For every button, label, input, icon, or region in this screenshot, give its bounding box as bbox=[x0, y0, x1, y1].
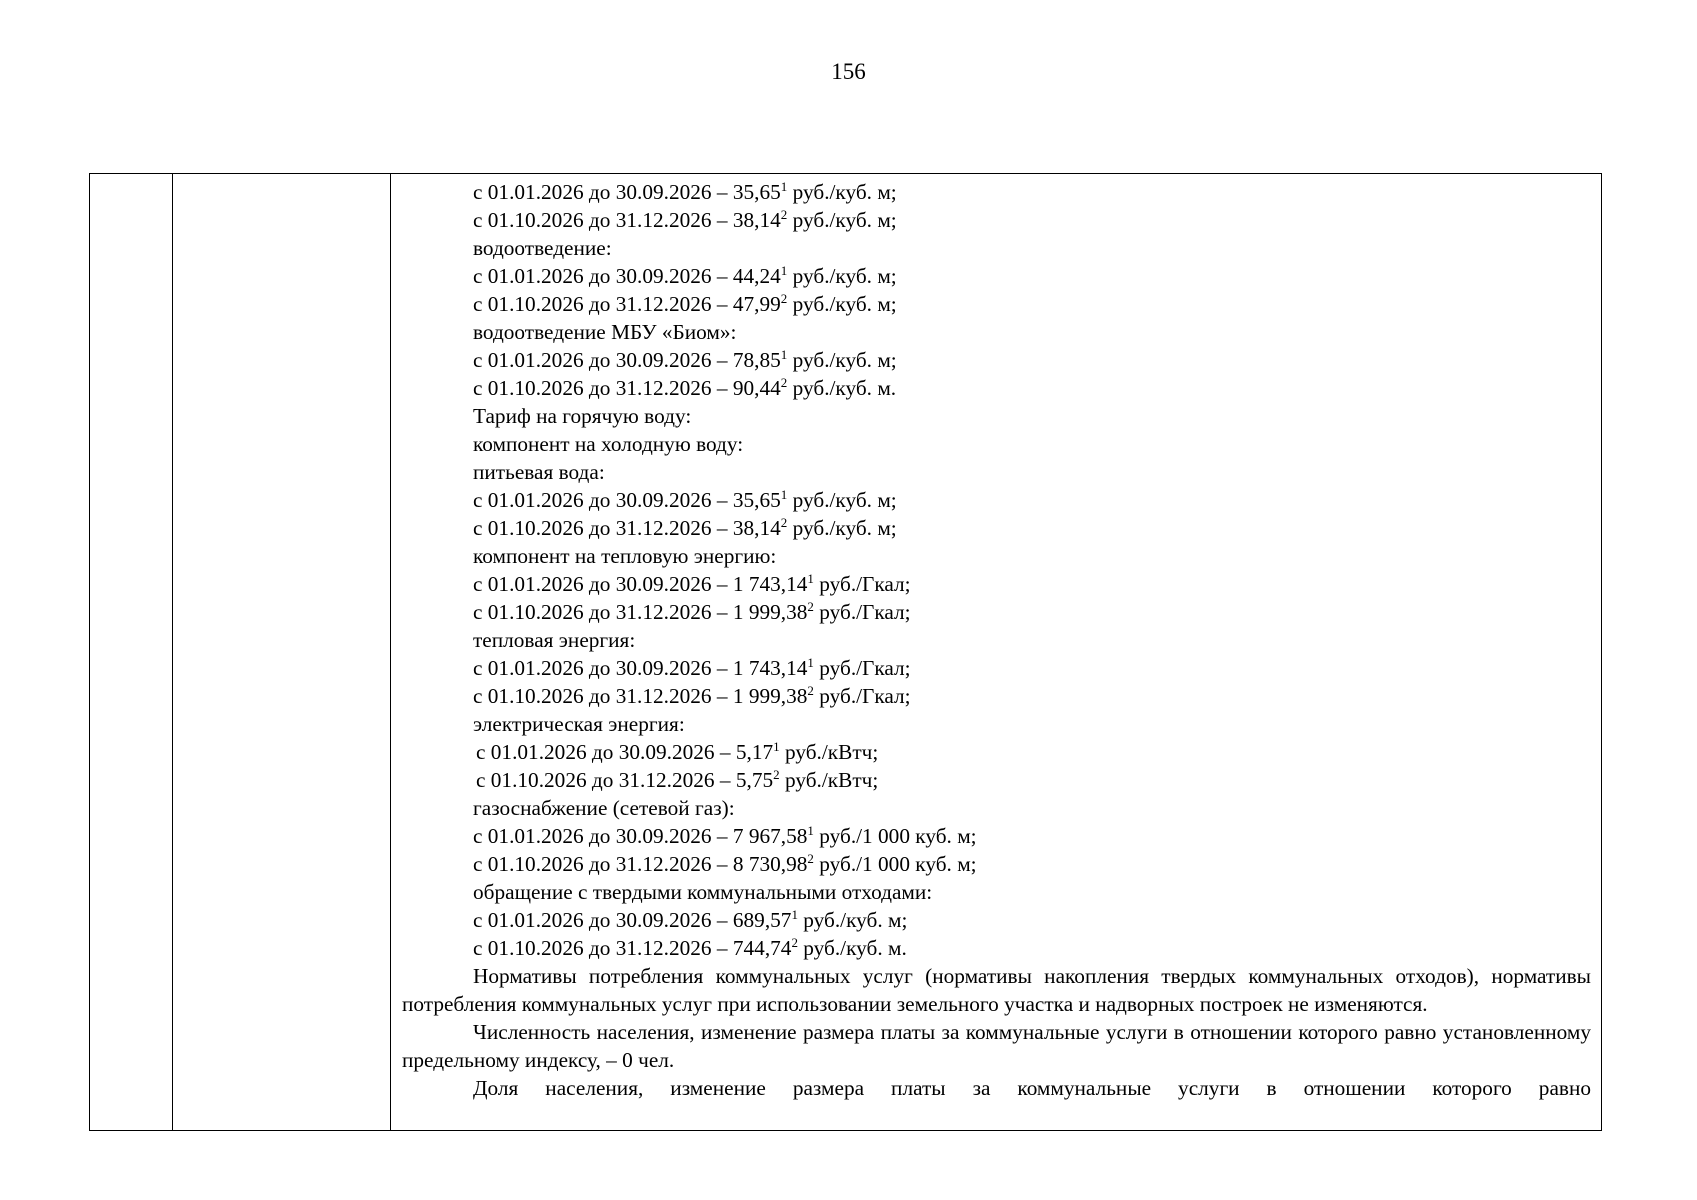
tariff-unit: руб./кВтч; bbox=[779, 768, 879, 792]
tariff-text: с 01.01.2026 до 30.09.2026 – 44,24 bbox=[473, 264, 781, 288]
footnote-marker: 2 bbox=[791, 935, 798, 950]
tariff-line bbox=[402, 682, 1591, 710]
footnote-marker: 2 bbox=[780, 515, 788, 530]
tariff-line bbox=[402, 654, 1591, 682]
tariff-unit: руб./куб. м; bbox=[787, 348, 897, 372]
tariff-text: с 01.01.2026 до 30.09.2026 – 1 743,14 bbox=[473, 656, 808, 680]
paragraph-population-count: Численность населения, изменение размера платы за коммунальные услуги в отношении которого равно установленному предельному индексу, – 0 чел. bbox=[402, 1020, 1591, 1072]
footnote-marker: 1 bbox=[807, 655, 814, 670]
tariff-unit: руб./1 000 куб. м; bbox=[813, 824, 977, 848]
footnote-marker: 1 bbox=[773, 739, 780, 754]
table-column-number bbox=[90, 174, 173, 1130]
tariff-unit: руб./Гкал; bbox=[813, 656, 911, 680]
tariff-line bbox=[402, 458, 1591, 486]
tariff-unit: руб./кВтч; bbox=[779, 740, 879, 764]
tariff-line bbox=[402, 570, 1591, 598]
footnote-marker: 1 bbox=[780, 263, 788, 278]
tariff-unit: руб./куб. м. bbox=[797, 936, 907, 960]
tariff-line bbox=[402, 290, 1591, 318]
tariff-unit: руб./Гкал; bbox=[813, 684, 911, 708]
tariff-text: с 01.10.2026 до 31.12.2026 – 744,74 bbox=[473, 936, 792, 960]
tariff-text: компонент на тепловую энергию: bbox=[473, 544, 777, 568]
footnote-marker: 1 bbox=[780, 179, 788, 194]
page-number: 156 bbox=[831, 59, 866, 84]
footnote-marker: 2 bbox=[773, 767, 780, 782]
tariff-unit: руб./куб. м. bbox=[787, 376, 897, 400]
tariff-unit: руб./куб. м; bbox=[797, 908, 908, 932]
tariff-text: с 01.01.2026 до 30.09.2026 – 5,17 bbox=[476, 740, 774, 764]
tariff-text: с 01.10.2026 до 31.12.2026 – 1 999,38 bbox=[473, 600, 808, 624]
tariff-text: компонент на холодную воду: bbox=[473, 432, 744, 456]
tariff-line bbox=[402, 262, 1591, 290]
tariff-text: с 01.10.2026 до 31.12.2026 – 38,14 bbox=[473, 208, 781, 232]
footnote-marker: 1 bbox=[791, 907, 798, 922]
tariff-unit: руб./куб. м; bbox=[787, 264, 897, 288]
footnote-marker: 1 bbox=[780, 487, 788, 502]
paragraph-population-share: Доля населения, изменение размера платы за коммунальные услуги в отношении которого равно bbox=[473, 1076, 1591, 1100]
tariff-line bbox=[402, 318, 1591, 346]
tariff-unit: руб./куб. м; bbox=[787, 180, 897, 204]
tariff-text: с 01.10.2026 до 31.12.2026 – 5,75 bbox=[476, 768, 774, 792]
tariff-unit: руб./Гкал; bbox=[813, 600, 911, 624]
footnote-marker: 2 bbox=[780, 291, 788, 306]
tariff-line bbox=[402, 766, 1591, 794]
tariff-text: Тариф на горячую воду: bbox=[473, 404, 692, 428]
tariff-line bbox=[402, 402, 1591, 430]
footnote-marker: 2 bbox=[780, 375, 788, 390]
tariff-line bbox=[402, 794, 1591, 822]
tariff-text: с 01.01.2026 до 30.09.2026 – 1 743,14 bbox=[473, 572, 808, 596]
tariff-line bbox=[402, 234, 1591, 262]
tariff-line bbox=[402, 346, 1591, 374]
tariff-unit: руб./куб. м; bbox=[787, 516, 897, 540]
tariff-line bbox=[402, 598, 1591, 626]
tariff-text: с 01.01.2026 до 30.09.2026 – 78,85 bbox=[473, 348, 781, 372]
tariff-line bbox=[402, 514, 1591, 542]
footnote-marker: 2 bbox=[780, 207, 788, 222]
tariff-text: газоснабжение (сетевой газ): bbox=[473, 796, 735, 820]
tariff-text: с 01.01.2026 до 30.09.2026 – 7 967,58 bbox=[473, 824, 808, 848]
tariff-text: с 01.10.2026 до 31.12.2026 – 47,99 bbox=[473, 292, 781, 316]
tariff-line bbox=[402, 486, 1591, 514]
tariff-text: с 01.10.2026 до 31.12.2026 – 38,14 bbox=[473, 516, 781, 540]
tariff-line bbox=[402, 822, 1591, 850]
tariff-line bbox=[402, 374, 1591, 402]
tariff-text: с 01.01.2026 до 30.09.2026 – 35,65 bbox=[473, 180, 781, 204]
tariff-line bbox=[402, 542, 1591, 570]
tariff-unit: руб./куб. м; bbox=[787, 208, 897, 232]
tariff-line bbox=[402, 626, 1591, 654]
tariff-text: с 01.10.2026 до 31.12.2026 – 90,44 bbox=[473, 376, 781, 400]
tariff-unit: руб./куб. м; bbox=[787, 292, 897, 316]
footnote-marker: 1 bbox=[807, 571, 814, 586]
tariff-text: тепловая энергия: bbox=[473, 628, 636, 652]
table-column-content bbox=[391, 174, 1601, 1130]
tariff-list bbox=[402, 178, 1591, 962]
tariff-text: с 01.01.2026 до 30.09.2026 – 35,65 bbox=[473, 488, 781, 512]
tariff-line bbox=[402, 178, 1591, 206]
footnote-marker: 1 bbox=[807, 823, 814, 838]
tariff-text: питьевая вода: bbox=[473, 460, 605, 484]
tariff-text: с 01.10.2026 до 31.12.2026 – 8 730,98 bbox=[473, 852, 808, 876]
tariff-line bbox=[402, 850, 1591, 878]
tariff-unit: руб./1 000 куб. м; bbox=[813, 852, 977, 876]
tariff-line bbox=[402, 906, 1591, 934]
footnote-marker: 1 bbox=[780, 347, 788, 362]
tariff-text: с 01.10.2026 до 31.12.2026 – 1 999,38 bbox=[473, 684, 808, 708]
tariff-line bbox=[402, 878, 1591, 906]
tariff-line bbox=[402, 934, 1591, 962]
tariff-text: водоотведение: bbox=[473, 236, 612, 260]
tariff-text: водоотведение МБУ «Биом»: bbox=[473, 320, 737, 344]
table-column-name bbox=[173, 174, 391, 1130]
tariff-line bbox=[402, 206, 1591, 234]
document-table bbox=[89, 173, 1602, 1131]
tariff-text: электрическая энергия: bbox=[473, 712, 685, 736]
tariff-unit: руб./Гкал; bbox=[813, 572, 911, 596]
footnote-marker: 2 bbox=[807, 851, 814, 866]
tariff-line bbox=[402, 710, 1591, 738]
tariff-text: обращение с твердыми коммунальными отходами: bbox=[473, 880, 933, 904]
paragraph-norms: Нормативы потребления коммунальных услуг (нормативы накопления твердых коммунальных отходов), нормативы потребления коммунальных услуг при использовании земельного участка и надворных построек не изменяются. bbox=[402, 964, 1591, 1016]
tariff-unit: руб./куб. м; bbox=[787, 488, 897, 512]
footnote-marker: 2 bbox=[807, 599, 814, 614]
tariff-line bbox=[402, 738, 1591, 766]
tariff-line bbox=[402, 430, 1591, 458]
tariff-text: с 01.01.2026 до 30.09.2026 – 689,57 bbox=[473, 908, 792, 932]
footnote-marker: 2 bbox=[807, 683, 814, 698]
